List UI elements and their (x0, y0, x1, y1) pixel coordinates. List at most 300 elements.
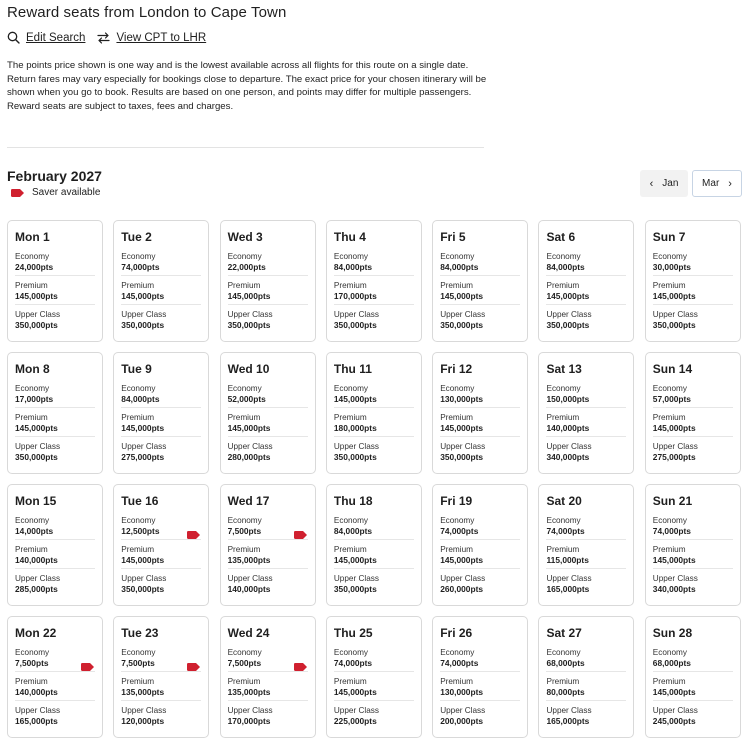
cabin-name: Economy (652, 648, 687, 657)
reverse-route-link[interactable] (97, 32, 206, 44)
cabin-divider (546, 568, 626, 569)
economy-fare (440, 384, 520, 406)
cabin-name: Economy (652, 384, 687, 393)
economy-points: 84,000pts (333, 526, 373, 536)
upper-class-points: 350,000pts (227, 320, 271, 330)
premium-fare (546, 545, 626, 567)
day-card[interactable] (220, 352, 316, 474)
cabin-name: Economy (227, 516, 262, 525)
cabin-name: Upper Class (652, 310, 698, 319)
upper-class-fare (334, 442, 414, 464)
upper-class-points: 225,000pts (333, 716, 377, 726)
premium-fare (228, 677, 308, 699)
saver-tag-icon (11, 189, 24, 197)
day-label: Fri 19 (440, 494, 473, 508)
cabin-divider (121, 304, 201, 305)
upper-class-fare (228, 310, 308, 332)
premium-points: 145,000pts (652, 423, 696, 433)
cabin-name: Economy (546, 384, 581, 393)
upper-class-fare (440, 574, 520, 596)
economy-points: 74,000pts (440, 658, 479, 668)
cabin-divider (121, 568, 201, 569)
premium-fare (121, 281, 201, 303)
cabin-name: Premium (440, 677, 473, 686)
cabin-name: Premium (15, 281, 48, 290)
cabin-divider (121, 539, 201, 540)
economy-points: 7,500pts (227, 658, 262, 668)
day-label: Tue 9 (121, 362, 152, 376)
day-card[interactable] (432, 352, 528, 474)
day-card[interactable] (432, 220, 528, 342)
economy-points: 68,000pts (652, 658, 691, 668)
cabin-name: Upper Class (546, 706, 592, 715)
economy-fare (15, 384, 95, 406)
premium-fare (653, 677, 733, 699)
day-label: Tue 2 (121, 230, 152, 244)
upper-class-fare (440, 442, 520, 464)
edit-search-label: Edit Search (26, 31, 86, 44)
upper-class-fare (15, 310, 95, 332)
upper-class-fare (440, 310, 520, 332)
day-card[interactable] (326, 352, 422, 474)
cabin-divider (121, 275, 201, 276)
upper-class-points: 350,000pts (440, 452, 484, 462)
cabin-name: Upper Class (121, 442, 167, 451)
chevron-left-icon: ‹ (649, 177, 654, 190)
cabin-name: Premium (546, 545, 580, 554)
economy-points: 84,000pts (121, 394, 160, 404)
cabin-divider (440, 700, 520, 701)
day-card[interactable] (220, 616, 316, 738)
economy-points: 52,000pts (227, 394, 266, 404)
day-card[interactable] (326, 616, 422, 738)
cabin-divider (653, 568, 733, 569)
cabin-divider (546, 700, 626, 701)
upper-class-points: 165,000pts (546, 584, 590, 594)
cabin-divider (121, 700, 201, 701)
cabin-name: Premium (333, 545, 367, 554)
search-icon (7, 31, 20, 44)
cabin-divider (15, 304, 95, 305)
cabin-divider (653, 275, 733, 276)
premium-fare (440, 677, 520, 699)
cabin-name: Premium (227, 545, 261, 554)
cabin-name: Upper Class (546, 310, 592, 319)
cabin-divider (546, 436, 626, 437)
cabin-name: Economy (227, 648, 262, 657)
economy-fare (546, 252, 626, 274)
cabin-name: Upper Class (121, 310, 167, 319)
economy-fare (228, 384, 308, 406)
upper-class-points: 340,000pts (546, 452, 590, 462)
cabin-name: Premium (440, 281, 473, 290)
cabin-name: Economy (227, 252, 262, 261)
cabin-divider (15, 275, 95, 276)
day-card[interactable] (220, 220, 316, 342)
saver-tag-icon (294, 526, 307, 544)
premium-points: 180,000pts (333, 423, 377, 433)
cabin-name: Economy (121, 384, 156, 393)
upper-class-points: 350,000pts (546, 320, 590, 330)
cabin-name: Premium (440, 413, 473, 422)
day-card[interactable] (645, 484, 741, 606)
cabin-name: Upper Class (546, 574, 592, 583)
cabin-divider (653, 407, 733, 408)
economy-fare (440, 648, 520, 670)
cabin-name: Premium (652, 545, 686, 554)
economy-points: 30,000pts (652, 262, 691, 272)
premium-points: 145,000pts (652, 555, 696, 565)
reverse-route-label: View CPT to LHR (116, 31, 207, 44)
economy-points: 150,000pts (546, 394, 590, 404)
day-label: Wed 3 (227, 230, 263, 244)
day-card[interactable] (645, 352, 741, 474)
economy-fare (15, 516, 95, 538)
upper-class-points: 340,000pts (652, 584, 696, 594)
cabin-name: Economy (546, 648, 581, 657)
economy-fare (334, 252, 414, 274)
premium-fare (15, 677, 95, 699)
upper-class-fare (440, 706, 520, 728)
cabin-name: Premium (227, 677, 261, 686)
premium-points: 140,000pts (15, 555, 58, 565)
premium-fare (334, 677, 414, 699)
upper-class-fare (121, 310, 201, 332)
calendar-grid (7, 220, 741, 738)
premium-points: 135,000pts (121, 687, 165, 697)
cabin-divider (228, 700, 308, 701)
cabin-divider (228, 568, 308, 569)
cabin-divider (440, 671, 520, 672)
premium-points: 135,000pts (227, 555, 271, 565)
premium-fare (15, 281, 95, 303)
premium-points: 135,000pts (227, 687, 271, 697)
upper-class-points: 350,000pts (333, 584, 377, 594)
premium-points: 145,000pts (440, 555, 484, 565)
cabin-name: Upper Class (15, 574, 61, 583)
premium-points: 80,000pts (546, 687, 585, 697)
day-card[interactable] (645, 616, 741, 738)
upper-class-fare (334, 310, 414, 332)
cabin-divider (15, 700, 95, 701)
economy-points: 84,000pts (546, 262, 585, 272)
cabin-name: Upper Class (546, 442, 592, 451)
premium-fare (15, 413, 95, 435)
day-card[interactable] (113, 352, 209, 474)
upper-class-points: 280,000pts (227, 452, 271, 462)
premium-points: 145,000pts (15, 291, 58, 301)
premium-fare (653, 281, 733, 303)
upper-class-fare (546, 574, 626, 596)
economy-points: 74,000pts (652, 526, 691, 536)
cabin-divider (440, 539, 520, 540)
day-card[interactable] (538, 352, 634, 474)
edit-search-link[interactable] (7, 31, 85, 44)
upper-class-fare (334, 706, 414, 728)
day-card[interactable] (113, 616, 209, 738)
premium-points: 145,000pts (121, 555, 165, 565)
upper-class-fare (334, 574, 414, 596)
premium-fare (440, 413, 520, 435)
cabin-name: Upper Class (15, 310, 61, 319)
cabin-name: Upper Class (652, 574, 698, 583)
economy-points: 22,000pts (227, 262, 266, 272)
upper-class-points: 350,000pts (440, 320, 484, 330)
cabin-divider (546, 304, 626, 305)
economy-points: 17,000pts (15, 394, 54, 404)
premium-fare (228, 413, 308, 435)
day-label: Mon 8 (15, 362, 50, 376)
day-card[interactable] (7, 484, 103, 606)
cabin-name: Upper Class (652, 442, 698, 451)
cabin-name: Economy (440, 648, 475, 657)
cabin-divider (546, 539, 626, 540)
premium-points: 145,000pts (227, 423, 271, 433)
premium-points: 115,000pts (546, 555, 589, 565)
cabin-name: Premium (652, 281, 686, 290)
upper-class-points: 170,000pts (227, 716, 271, 726)
cabin-divider (334, 539, 414, 540)
cabin-divider (228, 304, 308, 305)
premium-points: 145,000pts (652, 291, 696, 301)
cabin-name: Economy (15, 648, 50, 657)
day-card[interactable] (220, 484, 316, 606)
cabin-divider (228, 436, 308, 437)
cabin-divider (228, 275, 308, 276)
cabin-divider (334, 700, 414, 701)
day-label: Sat 6 (546, 230, 576, 244)
premium-fare (334, 281, 414, 303)
day-card[interactable] (7, 616, 103, 738)
cabin-name: Economy (440, 252, 475, 261)
day-card[interactable] (432, 616, 528, 738)
cabin-name: Premium (652, 413, 686, 422)
cabin-divider (121, 436, 201, 437)
day-label: Wed 10 (227, 362, 270, 376)
upper-class-points: 200,000pts (440, 716, 484, 726)
cabin-divider (653, 671, 733, 672)
economy-fare (546, 516, 626, 538)
economy-fare (653, 384, 733, 406)
cabin-divider (653, 539, 733, 540)
cabin-divider (440, 304, 520, 305)
upper-class-fare (15, 706, 95, 728)
saver-tag-icon (294, 658, 307, 676)
cabin-name: Upper Class (121, 706, 167, 715)
upper-class-fare (228, 442, 308, 464)
cabin-divider (228, 539, 308, 540)
cabin-name: Economy (121, 516, 156, 525)
day-label: Thu 18 (333, 494, 373, 508)
economy-points: 74,000pts (440, 526, 479, 536)
day-label: Fri 12 (440, 362, 473, 376)
cabin-divider (334, 275, 414, 276)
economy-fare (334, 516, 414, 538)
cabin-name: Upper Class (440, 310, 486, 319)
day-label: Sat 13 (546, 362, 582, 376)
premium-fare (440, 281, 520, 303)
premium-fare (546, 413, 626, 435)
economy-points: 12,500pts (121, 526, 160, 536)
cabin-name: Economy (440, 384, 475, 393)
day-card[interactable] (7, 352, 103, 474)
upper-class-points: 275,000pts (652, 452, 696, 462)
day-label: Sat 27 (546, 626, 582, 640)
saver-tag-icon (187, 658, 200, 676)
upper-class-points: 350,000pts (15, 320, 58, 330)
economy-fare (228, 252, 308, 274)
economy-fare (440, 516, 520, 538)
premium-points: 145,000pts (121, 291, 165, 301)
economy-points: 74,000pts (121, 262, 160, 272)
economy-fare (440, 252, 520, 274)
cabin-divider (334, 568, 414, 569)
day-label: Tue 16 (121, 494, 159, 508)
next-month-button[interactable] (692, 170, 742, 197)
cabin-name: Premium (15, 677, 48, 686)
cabin-name: Economy (333, 384, 369, 393)
cabin-divider (653, 436, 733, 437)
cabin-name: Economy (15, 516, 50, 525)
section-divider (7, 147, 484, 148)
saver-legend (11, 187, 100, 198)
cabin-name: Upper Class (227, 574, 273, 583)
cabin-name: Premium (15, 545, 48, 554)
economy-fare (653, 516, 733, 538)
prev-month-label: Jan (662, 178, 679, 189)
upper-class-fare (653, 706, 733, 728)
cabin-divider (121, 407, 201, 408)
day-card[interactable] (326, 220, 422, 342)
premium-fare (653, 545, 733, 567)
cabin-name: Premium (227, 413, 261, 422)
day-card[interactable] (113, 220, 209, 342)
premium-points: 145,000pts (546, 291, 590, 301)
cabin-divider (334, 304, 414, 305)
swap-arrows-icon (97, 32, 110, 44)
cabin-name: Economy (333, 252, 369, 261)
cabin-name: Upper Class (15, 706, 61, 715)
upper-class-fare (15, 442, 95, 464)
cabin-name: Premium (440, 545, 473, 554)
cabin-divider (121, 671, 201, 672)
cabin-divider (546, 275, 626, 276)
upper-class-fare (546, 310, 626, 332)
premium-fare (121, 677, 201, 699)
cabin-name: Economy (333, 648, 369, 657)
upper-class-fare (546, 706, 626, 728)
cabin-name: Economy (546, 252, 581, 261)
cabin-name: Economy (15, 384, 50, 393)
premium-points: 145,000pts (440, 291, 484, 301)
day-label: Fri 26 (440, 626, 473, 640)
chevron-right-icon: › (728, 177, 732, 190)
economy-fare (334, 648, 414, 670)
economy-points: 74,000pts (546, 526, 585, 536)
premium-points: 145,000pts (15, 423, 58, 433)
cabin-name: Economy (652, 252, 687, 261)
cabin-name: Premium (121, 545, 155, 554)
day-card[interactable] (538, 484, 634, 606)
cabin-name: Upper Class (121, 574, 167, 583)
day-label: Sun 21 (652, 494, 693, 508)
day-card[interactable] (432, 484, 528, 606)
cabin-divider (15, 568, 95, 569)
day-card[interactable] (538, 616, 634, 738)
points-disclaimer: The points price shown is one way and is the lowest available across all flights for this route on a single date. Return fares may vary especially for bookings close to departure. The exact price for your chosen itinerary will be shown when you go to book. Results are based on one person, and points may differ for multiple passengers. Reward seats are subject to taxes, fees and charges. (7, 60, 487, 112)
upper-class-points: 350,000pts (333, 452, 377, 462)
premium-fare (334, 545, 414, 567)
economy-points: 74,000pts (333, 658, 373, 668)
cabin-divider (15, 671, 95, 672)
day-label: Fri 5 (440, 230, 466, 244)
cabin-name: Upper Class (227, 442, 273, 451)
premium-fare (121, 545, 201, 567)
upper-class-points: 120,000pts (121, 716, 165, 726)
premium-fare (228, 281, 308, 303)
economy-fare (15, 252, 95, 274)
day-card[interactable] (538, 220, 634, 342)
economy-points: 7,500pts (121, 658, 155, 668)
premium-fare (121, 413, 201, 435)
cabin-name: Upper Class (333, 574, 379, 583)
cabin-name: Premium (652, 677, 686, 686)
economy-points: 7,500pts (15, 658, 49, 668)
cabin-name: Economy (652, 516, 687, 525)
premium-points: 170,000pts (333, 291, 377, 301)
cabin-divider (228, 407, 308, 408)
saver-legend-label: Saver available (32, 187, 101, 198)
economy-points: 84,000pts (333, 262, 373, 272)
cabin-name: Economy (121, 648, 156, 657)
economy-points: 130,000pts (440, 394, 484, 404)
prev-month-button[interactable] (640, 170, 688, 197)
cabin-name: Upper Class (333, 706, 379, 715)
upper-class-fare (121, 442, 201, 464)
day-label: Thu 25 (333, 626, 373, 640)
day-card[interactable] (326, 484, 422, 606)
cabin-name: Premium (333, 677, 367, 686)
economy-points: 7,500pts (227, 526, 262, 536)
cabin-divider (228, 671, 308, 672)
upper-class-points: 165,000pts (546, 716, 590, 726)
month-title: February 2027 (7, 168, 102, 184)
upper-class-points: 165,000pts (15, 716, 58, 726)
saver-tag-icon (187, 526, 200, 544)
premium-points: 145,000pts (652, 687, 696, 697)
upper-class-points: 350,000pts (333, 320, 377, 330)
cabin-name: Premium (546, 281, 580, 290)
day-card[interactable] (7, 220, 103, 342)
upper-class-points: 350,000pts (15, 452, 58, 462)
day-card[interactable] (645, 220, 741, 342)
economy-fare (121, 384, 201, 406)
day-label: Sun 28 (652, 626, 693, 640)
page-title: Reward seats from London to Cape Town (7, 4, 287, 21)
premium-fare (653, 413, 733, 435)
premium-points: 140,000pts (15, 687, 58, 697)
cabin-name: Upper Class (333, 442, 379, 451)
cabin-divider (653, 700, 733, 701)
day-card[interactable] (113, 484, 209, 606)
cabin-name: Premium (121, 677, 155, 686)
next-month-label: Mar (702, 178, 720, 189)
upper-class-points: 350,000pts (121, 320, 165, 330)
cabin-name: Premium (333, 281, 367, 290)
economy-fare (653, 648, 733, 670)
upper-class-points: 350,000pts (652, 320, 696, 330)
cabin-name: Economy (121, 252, 156, 261)
